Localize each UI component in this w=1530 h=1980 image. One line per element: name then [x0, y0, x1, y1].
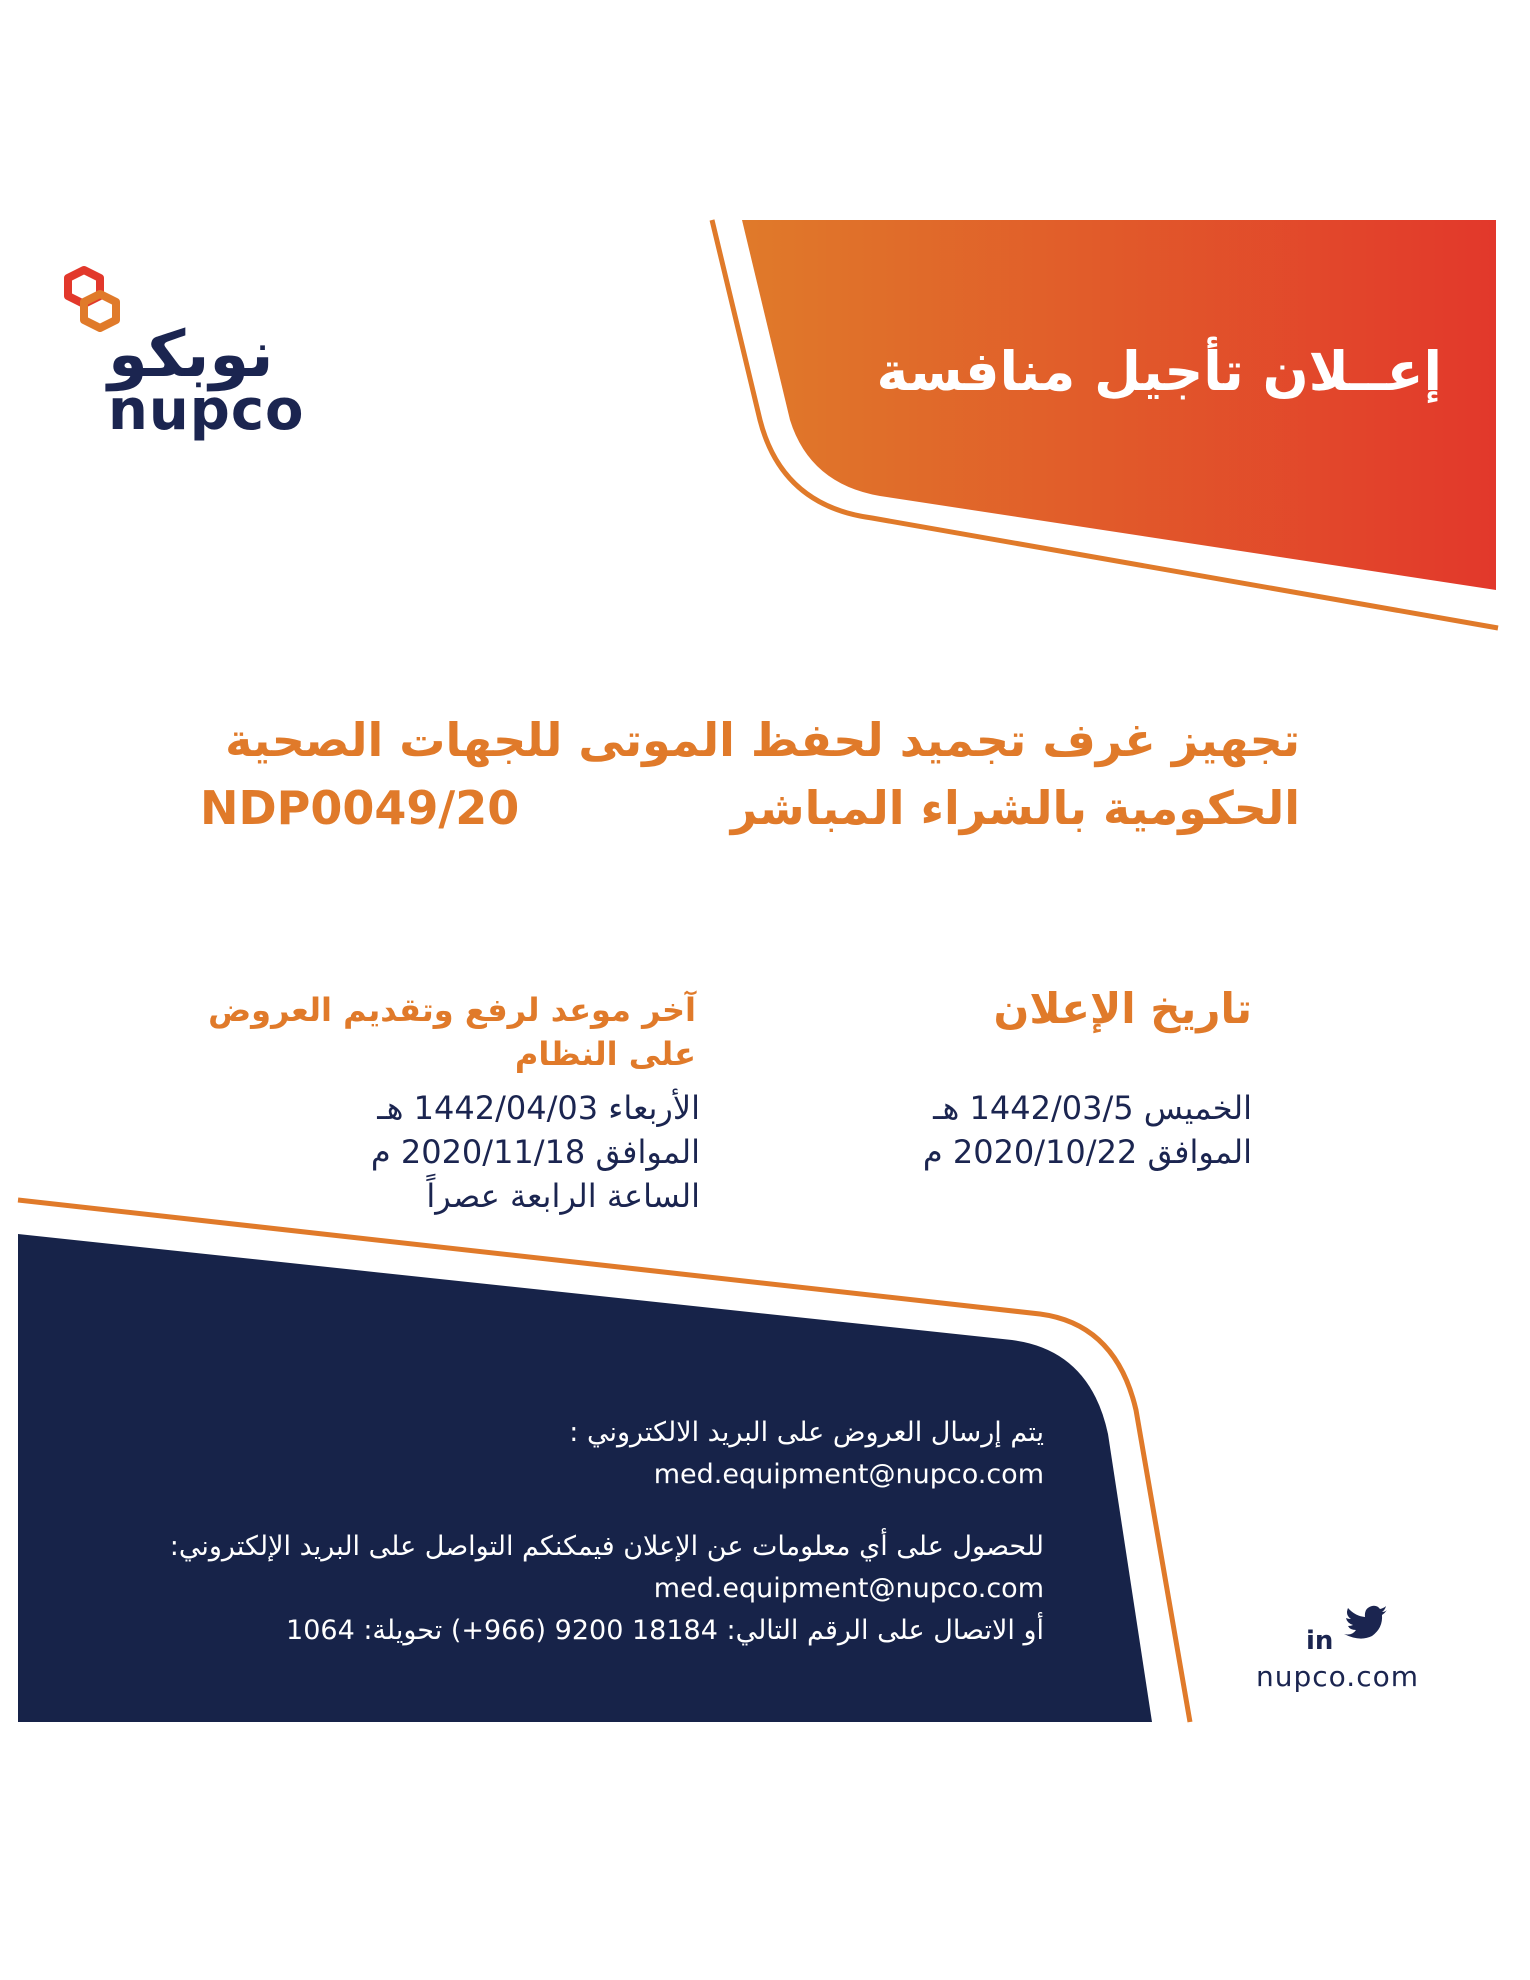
info-email-link[interactable]: med.equipment@nupco.com: [653, 1573, 1044, 1604]
submit-email-link[interactable]: med.equipment@nupco.com: [653, 1459, 1044, 1490]
linkedin-icon[interactable]: in: [1306, 1626, 1334, 1656]
tender-title: [200, 706, 1300, 842]
logo-arabic: نوبكو: [108, 318, 274, 392]
page-title: إعــلان تأجيل منافسة: [876, 340, 1442, 403]
info-label: للحصول على أي معلومات عن الإعلان فيمكنكم التواصل على البريد الإلكتروني:: [169, 1531, 1044, 1562]
deadline-heading: [176, 988, 696, 1076]
tender-title-line2: الحكومية بالشراء المباشر: [730, 781, 1300, 835]
tender-code: NDP0049/20: [200, 781, 520, 835]
logo-english: nupco: [108, 378, 305, 443]
title-banner-shape: [742, 220, 1496, 590]
deadline-gregorian-date: الموافق 2020/11/18 م: [370, 1133, 700, 1171]
announcement-date-heading: تاريخ الإعلان: [993, 984, 1252, 1033]
deadline-time: الساعة الرابعة عصراً: [426, 1177, 700, 1215]
deadline-date: [371, 1086, 700, 1218]
announcement-gregorian-date: الموافق 2020/10/22 م: [922, 1133, 1252, 1171]
contact-info: [84, 1412, 1044, 1652]
announcement-date: [923, 1086, 1252, 1174]
submit-label: يتم إرسال العروض على البريد الالكتروني :: [569, 1417, 1044, 1448]
phone-line: أو الاتصال على الرقم التالي: 18184 9200 (966+) تحويلة: 1064: [286, 1615, 1044, 1646]
deadline-heading-line1: آخر موعد لرفع وتقديم العروض: [208, 991, 696, 1029]
deadline-heading-line2: على النظام: [514, 1035, 696, 1073]
website-link[interactable]: nupco.com: [1256, 1660, 1419, 1693]
tender-title-line1: تجهيز غرف تجميد لحفظ الموتى للجهات الصحية: [225, 713, 1300, 767]
deadline-hijri-date: الأربعاء 1442/04/03 هـ: [377, 1089, 700, 1127]
announcement-hijri-date: الخميس 1442/03/5 هـ: [933, 1089, 1252, 1127]
twitter-icon: [1344, 1606, 1387, 1639]
